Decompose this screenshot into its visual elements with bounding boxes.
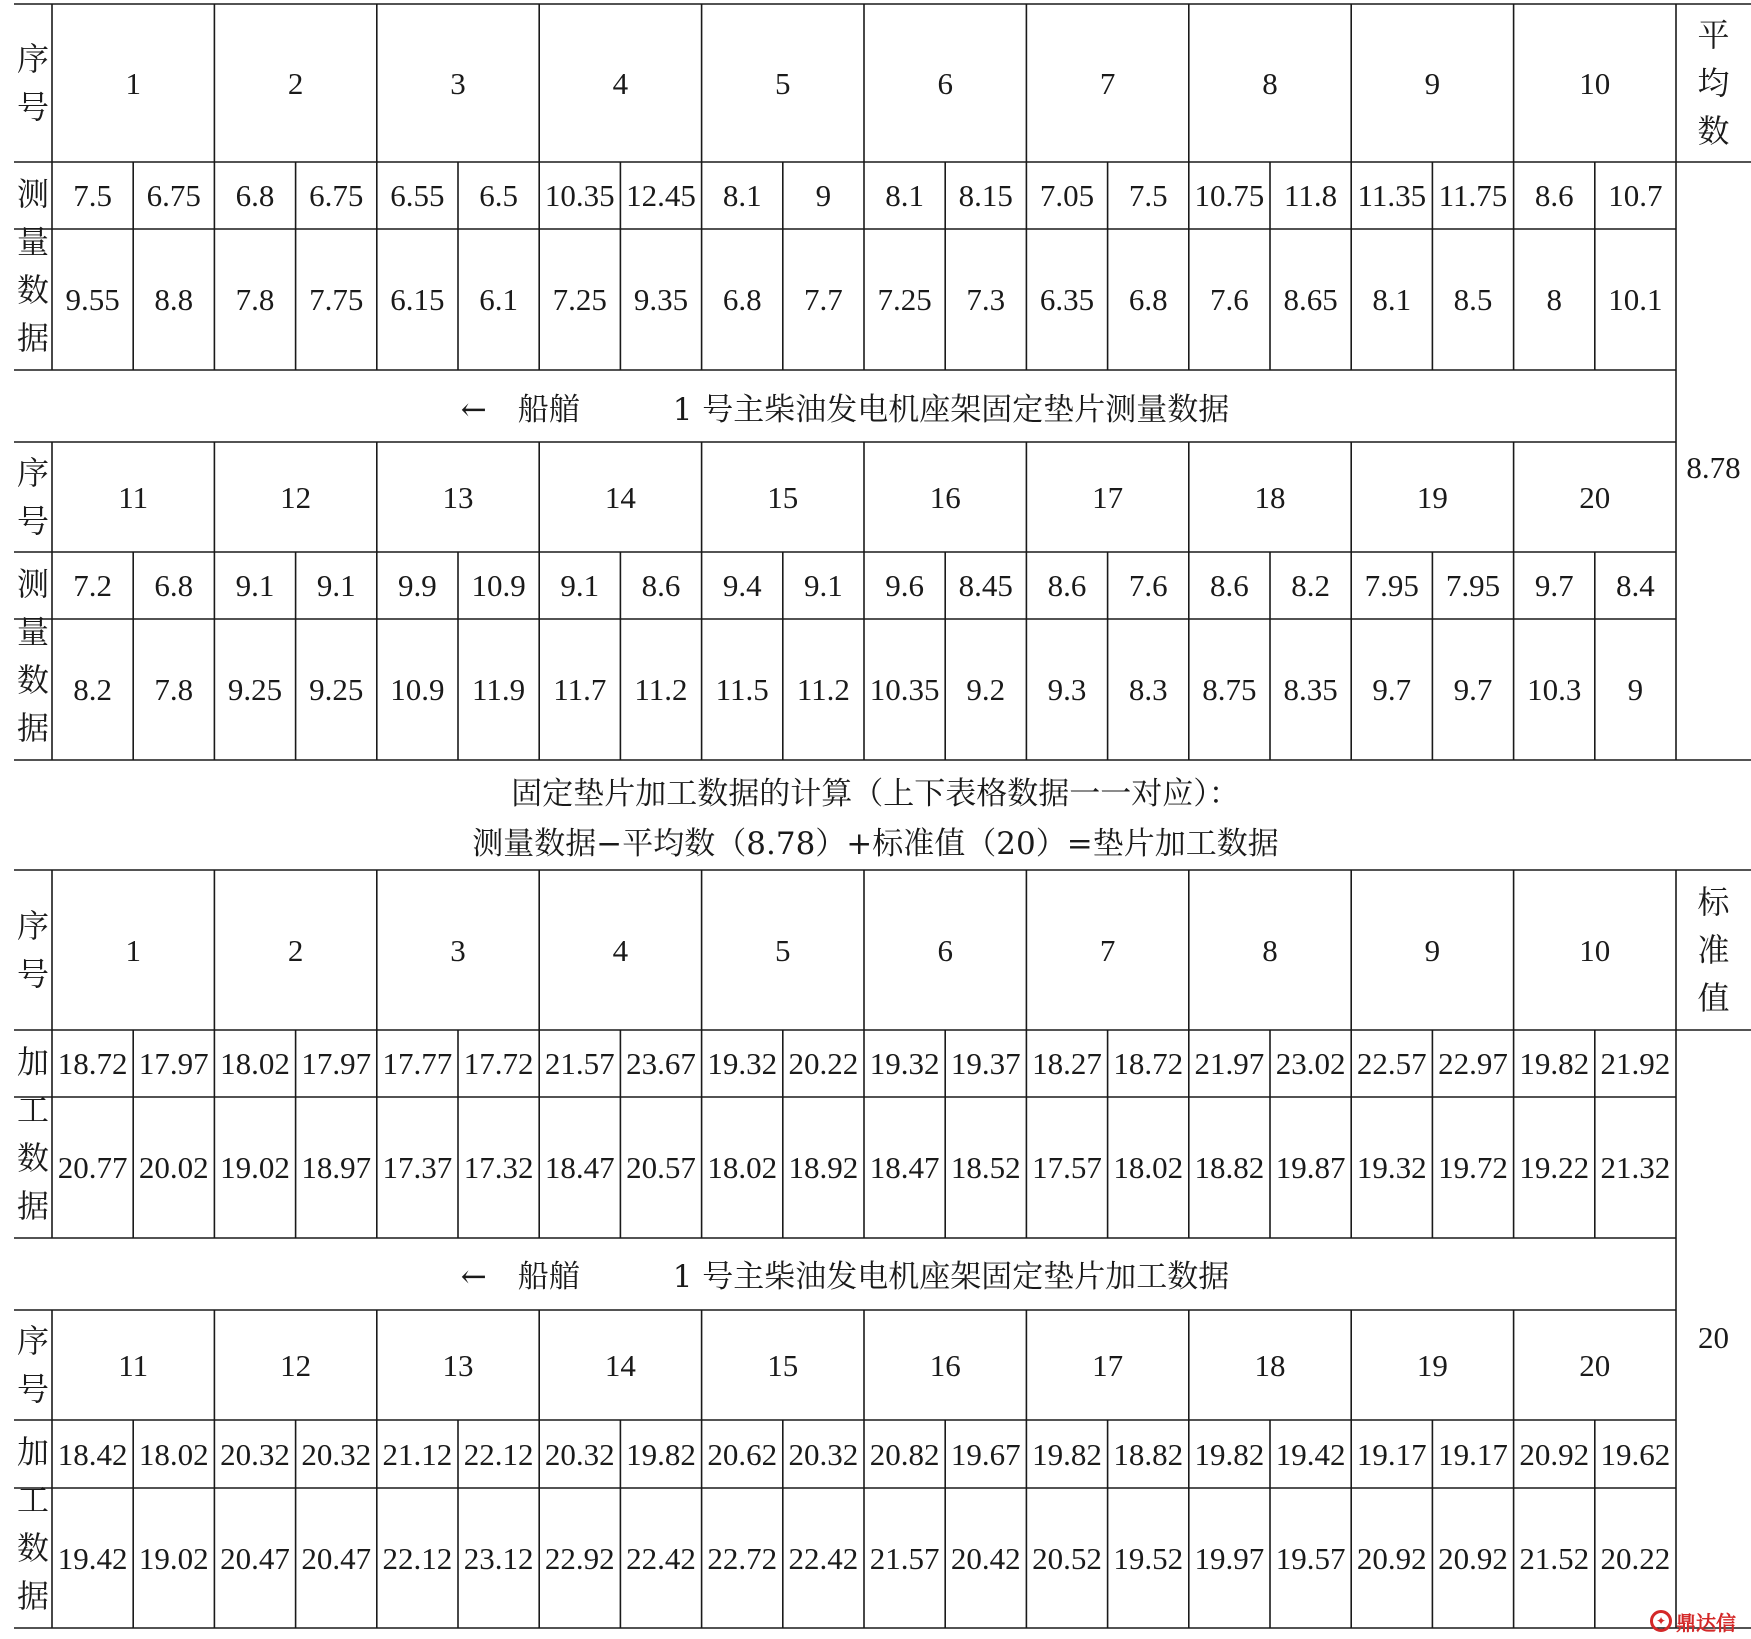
data-cell: 19.22 [1519, 1150, 1590, 1185]
data-cell: 6.55 [390, 178, 445, 213]
data-cell: 21.12 [382, 1436, 453, 1472]
data-cell: 11.35 [1357, 178, 1427, 213]
data-cell: 21.32 [1600, 1150, 1671, 1185]
data-cell: 7.25 [877, 282, 932, 317]
data-cell: 21.97 [1194, 1046, 1265, 1081]
data-cell: 8.65 [1283, 282, 1338, 317]
data-cell: 8.1 [1372, 282, 1412, 317]
data-cell: 11.7 [553, 672, 607, 707]
data-cell: 18.02 [707, 1150, 778, 1185]
data-cell: 6.1 [479, 282, 518, 317]
data-cell: 10.35 [869, 672, 940, 707]
index-cell: 16 [929, 1347, 961, 1383]
data-cell: 9.3 [1047, 672, 1087, 707]
data-cell: 6.75 [309, 178, 364, 213]
data-cell: 20.22 [1600, 1540, 1671, 1576]
data-cell: 7.8 [154, 672, 194, 707]
data-cell: 20.57 [626, 1150, 696, 1185]
data-cell: 19.32 [869, 1046, 940, 1081]
data-cell: 19.17 [1356, 1436, 1427, 1472]
data-cell: 9.1 [804, 568, 843, 603]
data-cell: 19.57 [1275, 1540, 1346, 1576]
index-cell: 4 [612, 65, 629, 101]
data-cell: 19.62 [1600, 1436, 1671, 1472]
data-cell: 9.6 [885, 568, 924, 603]
logo-text: 鼎达信 [1676, 1610, 1736, 1635]
data-cell: 9 [1627, 672, 1644, 707]
data-cell: 23.12 [463, 1540, 534, 1576]
data-cell: 8.45 [958, 568, 1013, 603]
data-cell: 19.72 [1438, 1150, 1508, 1185]
data-cell: 8.3 [1128, 672, 1168, 707]
data-cell: 8.6 [1534, 178, 1574, 213]
data-cell: 18.72 [57, 1046, 128, 1081]
data-cell: 8.6 [1210, 568, 1249, 603]
data-cell: 20.77 [57, 1150, 128, 1185]
data-cell: 7.5 [1128, 178, 1168, 213]
index-cell: 19 [1416, 479, 1448, 515]
data-cell: 19.42 [57, 1540, 128, 1576]
data-cell: 20.62 [707, 1436, 778, 1472]
data-cell: 22.12 [463, 1436, 534, 1472]
data-cell: 9.7 [1453, 672, 1493, 707]
index-cell: 10 [1579, 65, 1611, 101]
data-cell: 9.7 [1534, 568, 1574, 603]
average-value: 8.78 [1686, 450, 1741, 485]
data-cell: 10.9 [471, 568, 526, 603]
data-cell: 8.35 [1283, 672, 1338, 707]
data-cell: 10.7 [1608, 178, 1663, 213]
data-cell: 20.82 [869, 1436, 940, 1472]
index-cell: 15 [767, 479, 799, 515]
data-cell: 9.7 [1372, 672, 1412, 707]
data-cell: 19.97 [1194, 1540, 1265, 1576]
data-cell: 19.42 [1275, 1436, 1346, 1472]
index-cell: 17 [1092, 479, 1124, 515]
data-cell: 9.1 [316, 568, 356, 603]
index-cell: 8 [1262, 932, 1278, 968]
data-cell: 19.37 [950, 1046, 1021, 1081]
data-cell: 22.42 [788, 1540, 859, 1576]
data-cell: 18.82 [1194, 1150, 1265, 1185]
measured-row-label: 测 量 数 据 [16, 175, 49, 357]
data-cell: 20.47 [220, 1540, 290, 1576]
index-cell: 2 [287, 932, 304, 968]
data-cell: 8.8 [154, 282, 194, 317]
data-cell: 22.72 [707, 1540, 778, 1576]
data-cell: 7.6 [1128, 568, 1168, 603]
index-cell: 6 [937, 65, 953, 101]
index-cell: 6 [937, 932, 953, 968]
data-cell: 20.42 [950, 1540, 1021, 1576]
data-cell: 19.87 [1275, 1150, 1346, 1185]
data-cell: 18.42 [57, 1436, 128, 1472]
data-cell: 6.8 [154, 568, 194, 603]
data-cell: 20.32 [788, 1436, 859, 1472]
data-cell: 10.75 [1194, 178, 1265, 213]
index-cell: 12 [280, 1347, 312, 1383]
data-cell: 8.2 [1291, 568, 1330, 603]
data-cell: 18.52 [950, 1150, 1021, 1185]
index-cell: 7 [1099, 65, 1116, 101]
data-cell: 20.22 [788, 1046, 859, 1081]
data-cell: 21.92 [1600, 1046, 1671, 1081]
measured-table-caption: ← 船艏 1 号主柴油发电机座架固定垫片测量数据 [460, 392, 1230, 428]
index-cell: 11 [118, 479, 149, 515]
data-cell: 8.4 [1616, 568, 1655, 603]
index-cell: 20 [1579, 1347, 1611, 1383]
data-cell: 10.1 [1608, 282, 1663, 317]
data-cell: 8.15 [958, 178, 1013, 213]
data-cell: 22.57 [1356, 1046, 1427, 1081]
index-cell: 18 [1254, 479, 1286, 515]
data-cell: 21.57 [544, 1046, 615, 1081]
average-header: 平 均 数 [1697, 16, 1730, 150]
data-cell: 10.35 [544, 178, 615, 213]
data-cell: 19.67 [950, 1436, 1021, 1472]
data-cell: 21.52 [1519, 1540, 1590, 1576]
data-cell: 18.02 [220, 1046, 290, 1081]
data-cell: 7.2 [73, 568, 112, 603]
data-cell: 18.02 [1113, 1150, 1184, 1185]
index-cell: 17 [1092, 1347, 1124, 1383]
data-cell: 11.8 [1284, 178, 1338, 213]
data-cell: 12.45 [626, 178, 696, 213]
data-cell: 18.02 [138, 1436, 209, 1472]
data-cell: 20.92 [1356, 1540, 1427, 1576]
data-cell: 20.92 [1519, 1436, 1590, 1472]
data-cell: 17.32 [463, 1150, 534, 1185]
data-cell: 19.82 [626, 1436, 696, 1472]
data-cell: 6.15 [390, 282, 445, 317]
data-cell: 18.47 [544, 1150, 615, 1185]
index-cell: 14 [604, 1347, 636, 1383]
measured-row-label: 测 量 数 据 [16, 565, 49, 747]
index-cell: 15 [767, 1347, 799, 1383]
data-cell: 8 [1546, 282, 1562, 317]
index-cell: 4 [612, 932, 629, 968]
data-cell: 6.5 [479, 178, 518, 213]
data-cell: 19.82 [1519, 1046, 1590, 1081]
data-cell: 9.25 [309, 672, 364, 707]
data-cell: 20.32 [301, 1436, 372, 1472]
data-cell: 23.02 [1275, 1046, 1346, 1081]
index-cell: 7 [1099, 932, 1116, 968]
data-cell: 11.5 [715, 672, 769, 707]
data-cell: 17.72 [463, 1046, 534, 1081]
data-cell: 19.82 [1194, 1436, 1265, 1472]
index-cell: 19 [1416, 1347, 1448, 1383]
data-cell: 6.35 [1039, 282, 1095, 317]
data-cell: 20.47 [301, 1540, 372, 1576]
data-cell: 18.92 [788, 1150, 859, 1185]
data-cell: 19.32 [1356, 1150, 1427, 1185]
index-cell: 9 [1424, 932, 1441, 968]
data-cell: 18.97 [301, 1150, 372, 1185]
data-cell: 6.8 [722, 282, 762, 317]
data-cell: 21.57 [869, 1540, 940, 1576]
processed-row-label: 加 工 数 据 [16, 1043, 49, 1225]
data-cell: 18.82 [1113, 1436, 1184, 1472]
index-cell: 20 [1579, 479, 1611, 515]
data-cell: 8.5 [1453, 282, 1493, 317]
data-cell: 7.95 [1364, 568, 1419, 603]
data-cell: 8.1 [722, 178, 762, 213]
data-cell: 10.3 [1527, 672, 1582, 707]
data-cell: 19.02 [138, 1540, 209, 1576]
data-cell: 7.95 [1445, 568, 1501, 603]
index-row-label: 序 号 [16, 1322, 49, 1408]
data-cell: 9.55 [65, 282, 120, 317]
data-cell: 19.82 [1032, 1436, 1102, 1472]
data-cell: 9.1 [235, 568, 275, 603]
index-cell: 12 [280, 479, 312, 515]
data-cell: 17.77 [382, 1046, 453, 1081]
formula-note-line2: 测量数据−平均数（8.78）+标准值（20）=垫片加工数据 [472, 826, 1279, 862]
data-cell: 9.1 [560, 568, 600, 603]
data-cell: 8.1 [885, 178, 924, 213]
data-cell: 11.2 [634, 672, 688, 707]
formula-note-line1: 固定垫片加工数据的计算（上下表格数据一一对应）： [511, 776, 1240, 812]
index-cell: 18 [1254, 1347, 1286, 1383]
index-row-label: 序 号 [16, 907, 49, 993]
data-cell: 7.75 [309, 282, 364, 317]
data-cell: 20.92 [1438, 1540, 1508, 1576]
index-row-label: 序 号 [16, 40, 49, 126]
data-cell: 20.52 [1032, 1540, 1102, 1576]
index-cell: 11 [118, 1347, 149, 1383]
data-cell: 8.75 [1202, 672, 1257, 707]
data-cell: 22.97 [1438, 1046, 1508, 1081]
data-cell: 9.4 [722, 568, 762, 603]
data-cell: 20.32 [220, 1436, 290, 1472]
data-cell: 22.42 [626, 1540, 696, 1576]
data-cell: 7.05 [1039, 178, 1095, 213]
index-cell: 5 [775, 932, 791, 968]
data-cell: 23.67 [626, 1046, 696, 1081]
data-cell: 19.32 [707, 1046, 778, 1081]
index-cell: 3 [450, 65, 466, 101]
index-cell: 8 [1262, 65, 1278, 101]
data-cell: 7.25 [552, 282, 607, 317]
data-cell: 18.72 [1113, 1046, 1184, 1081]
data-cell: 22.92 [544, 1540, 615, 1576]
index-cell: 5 [775, 65, 791, 101]
data-cell: 18.47 [869, 1150, 940, 1185]
index-cell: 3 [450, 932, 466, 968]
data-cell: 7.8 [235, 282, 275, 317]
index-cell: 2 [287, 65, 304, 101]
data-cell: 9.25 [227, 672, 283, 707]
data-cell: 17.97 [301, 1046, 372, 1081]
data-cell: 11.9 [472, 672, 526, 707]
data-cell: 19.52 [1113, 1540, 1184, 1576]
index-cell: 14 [604, 479, 636, 515]
data-cell: 22.12 [382, 1540, 453, 1576]
data-cell: 6.8 [235, 178, 275, 213]
index-cell: 9 [1424, 65, 1441, 101]
processed-row-label: 加 工 数 据 [16, 1433, 49, 1615]
index-cell: 1 [125, 932, 141, 968]
data-cell: 19.17 [1438, 1436, 1508, 1472]
index-cell: 1 [125, 65, 141, 101]
data-cell: 7.6 [1210, 282, 1249, 317]
data-cell: 9.9 [398, 568, 437, 603]
data-cell: 20.32 [544, 1436, 615, 1472]
index-cell: 10 [1579, 932, 1611, 968]
index-cell: 13 [442, 1347, 474, 1383]
logo-mark-icon: ✦ [1650, 1610, 1672, 1632]
data-cell: 10.9 [390, 672, 445, 707]
data-cell: 7.3 [966, 282, 1006, 317]
index-cell: 13 [442, 479, 474, 515]
standard-value: 20 [1698, 1320, 1729, 1355]
data-cell: 7.5 [73, 178, 112, 213]
data-cell: 8.6 [641, 568, 681, 603]
data-cell: 17.57 [1032, 1150, 1102, 1185]
data-cell: 6.75 [146, 178, 201, 213]
data-cell: 8.6 [1047, 568, 1087, 603]
data-cell: 17.37 [382, 1150, 453, 1185]
data-cell: 7.7 [804, 282, 843, 317]
data-cell: 9 [815, 178, 832, 213]
data-cell: 9.35 [633, 282, 689, 317]
data-cell: 18.27 [1032, 1046, 1102, 1081]
data-cell: 20.02 [138, 1150, 209, 1185]
index-cell: 16 [929, 479, 961, 515]
data-cell: 11.75 [1438, 178, 1508, 213]
standard-header: 标 准 值 [1697, 883, 1730, 1017]
index-row-label: 序 号 [16, 454, 49, 540]
data-cell: 17.97 [138, 1046, 209, 1081]
processed-table-caption: ← 船艏 1 号主柴油发电机座架固定垫片加工数据 [460, 1259, 1230, 1295]
data-cell: 9.2 [966, 672, 1006, 707]
data-cell: 11.2 [796, 672, 850, 707]
data-cell: 19.02 [220, 1150, 290, 1185]
data-cell: 6.8 [1128, 282, 1168, 317]
data-cell: 8.2 [73, 672, 112, 707]
